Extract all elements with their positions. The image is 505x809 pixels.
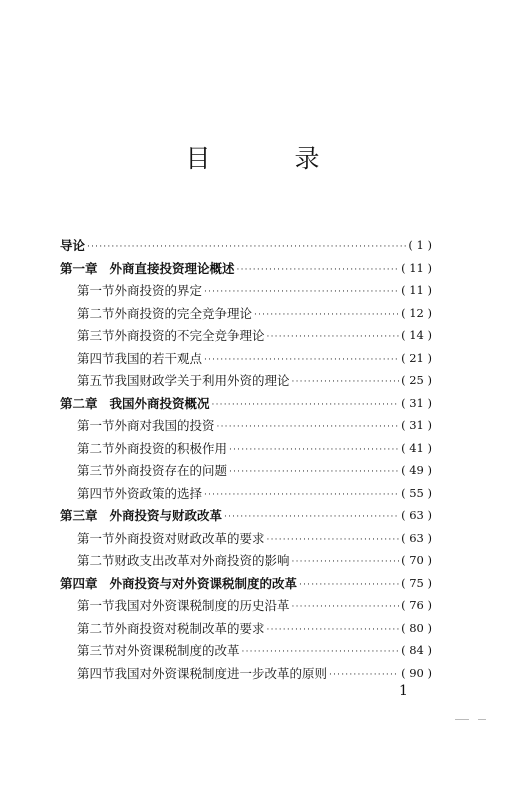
toc-section-entry [60,639,432,662]
dot-leader [242,647,400,657]
toc-page-ref: ( 76 ) [401,598,432,613]
section-title: 外商投资对财政改革的要求 [114,530,265,546]
toc-page-ref: ( 21 ) [401,350,432,365]
toc-page-ref: ( 31 ) [401,395,432,410]
dot-leader [204,287,399,297]
toc-chapter-entry [60,257,432,280]
toc-section-entry [60,369,432,392]
section-title: 外商投资存在的问题 [114,463,228,479]
dot-leader [254,310,399,320]
section-number: 第一节 [77,530,115,546]
dot-leader [224,512,399,522]
toc-section-entry [60,414,432,437]
chapter-number: 第三章 [60,508,98,524]
section-number: 第二节 [77,440,115,456]
section-number: 第四节 [77,665,115,681]
toc-page-ref: ( 63 ) [401,530,432,545]
chapter-title: 导论 [60,238,86,254]
toc-page-ref: ( 49 ) [401,463,432,478]
section-title: 财政支出改革对外商投资的影响 [114,553,290,569]
section-number: 第四节 [77,350,115,366]
toc-page-ref: ( 1 ) [408,238,432,253]
dot-leader [267,535,400,545]
section-title: 我国对外资课税制度的历史沿革 [114,598,290,614]
dot-leader [217,422,400,432]
dot-leader [212,400,400,410]
toc-page-ref: ( 63 ) [401,508,432,523]
chapter-title: 我国外商投资概况 [109,395,210,411]
toc-section-entry [60,437,432,460]
toc-section-entry [60,594,432,617]
section-title: 我国对外资课税制度进一步改革的原则 [114,665,328,681]
section-number: 第三节 [77,643,115,659]
scan-mark [455,719,469,720]
dot-leader [229,467,399,477]
chapter-title: 外商投资与对外资课税制度的改革 [109,575,298,591]
dot-leader [267,625,400,635]
dot-leader [329,670,399,680]
toc-section-entry [60,549,432,572]
dot-leader [299,580,399,590]
page-number: 1 [399,683,408,699]
toc-page-ref: ( 80 ) [401,620,432,635]
section-number: 第三节 [77,328,115,344]
toc-chapter-entry [60,392,432,415]
section-number: 第三节 [77,463,115,479]
section-number: 第一节 [77,283,115,299]
page-title: 目 录 [185,144,358,173]
toc-page-ref: ( 84 ) [401,643,432,658]
toc-section-entry [60,324,432,347]
chapter-number: 第二章 [60,395,98,411]
toc-section-entry [60,527,432,550]
section-title: 我国财政学关于利用外资的理论 [114,373,290,389]
toc-chapter-entry [60,234,432,257]
section-number: 第二节 [77,305,115,321]
dot-leader [267,332,400,342]
section-title: 我国的若干观点 [114,350,203,366]
dot-leader [292,557,400,567]
toc-section-entry [60,459,432,482]
toc-chapter-entry [60,572,432,595]
toc-page-ref: ( 55 ) [401,485,432,500]
toc-section-entry [60,279,432,302]
section-title: 外商投资对税制改革的要求 [114,620,265,636]
dot-leader [292,377,400,387]
section-title: 外商投资的界定 [114,283,203,299]
toc-page-ref: ( 25 ) [401,373,432,388]
toc-section-entry [60,482,432,505]
dot-leader [229,445,399,455]
toc-page-ref: ( 14 ) [401,328,432,343]
chapter-title: 外商直接投资理论概述 [109,260,235,276]
section-number: 第一节 [77,418,115,434]
section-number: 第四节 [77,485,115,501]
dot-leader [292,602,400,612]
dot-leader [204,490,399,500]
toc-page-ref: ( 41 ) [401,440,432,455]
toc-page-ref: ( 70 ) [401,553,432,568]
section-number: 第五节 [77,373,115,389]
section-title: 外商投资的积极作用 [114,440,228,456]
toc-chapter-entry [60,504,432,527]
section-number: 第二节 [77,620,115,636]
dot-leader [87,242,406,252]
chapter-number: 第一章 [60,260,98,276]
section-number: 第二节 [77,553,115,569]
toc-section-entry [60,302,432,325]
toc-page-ref: ( 75 ) [401,575,432,590]
toc-page-ref: ( 12 ) [401,305,432,320]
toc-page-ref: ( 90 ) [401,665,432,680]
section-title: 外商投资的不完全竞争理论 [114,328,265,344]
section-title: 对外资课税制度的改革 [114,643,240,659]
toc-section-entry [60,347,432,370]
toc-section-entry [60,617,432,640]
section-title: 外商投资的完全竞争理论 [114,305,253,321]
scan-mark [478,719,486,720]
toc-page-ref: ( 31 ) [401,418,432,433]
toc-page-ref: ( 11 ) [401,283,432,298]
dot-leader [237,265,400,275]
section-title: 外资政策的选择 [114,485,203,501]
toc-section-entry [60,662,432,685]
section-number: 第一节 [77,598,115,614]
chapter-title: 外商投资与财政改革 [109,508,223,524]
section-title: 外商对我国的投资 [114,418,215,434]
dot-leader [204,355,399,365]
toc-page-ref: ( 11 ) [401,260,432,275]
table-of-contents [60,234,432,684]
chapter-number: 第四章 [60,575,98,591]
